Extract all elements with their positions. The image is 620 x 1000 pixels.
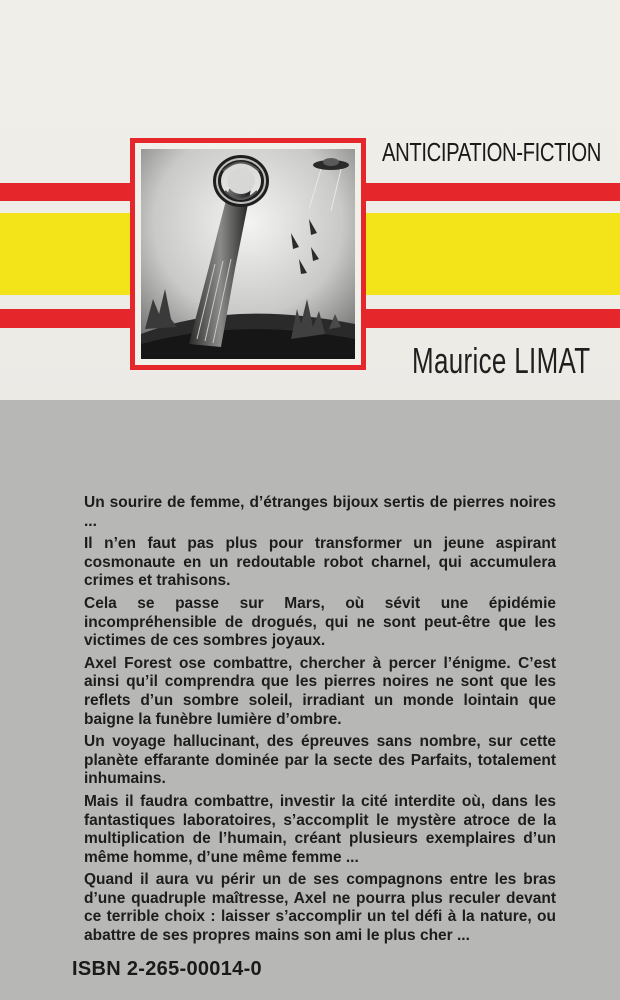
cover-illustration-mat	[135, 143, 361, 365]
blurb-paragraph: Cela se passe sur Mars, où sévit une épidémie incompréhensible de drogués, qui ne sont peut-être que les victimes de ces sombres joyaux.	[84, 594, 556, 650]
series-title: ANTICIPATION-FICTION	[382, 137, 602, 167]
cover-illustration	[141, 149, 355, 359]
cover-illustration-frame	[130, 138, 366, 370]
isbn: ISBN 2-265-00014-0	[72, 958, 262, 980]
author-name: Maurice LIMAT	[412, 340, 591, 381]
blurb-text	[84, 494, 556, 950]
blurb-paragraph: Axel Forest ose combattre, chercher à percer l’énigme. C’est ainsi qu’il comprendra que les pierres noires ne sont que les reflets d’un sombre soleil, irradiant un monde lointain que baigne la funèbre lumière d’ombre.	[84, 654, 556, 728]
blurb-paragraph: Un voyage hallucinant, des épreuves sans nombre, sur cette planète effarante dominée par la secte des Parfaits, totalement inhumains.	[84, 733, 556, 788]
blurb-paragraph: Un sourire de femme, d’étranges bijoux sertis de pierres noires ...	[84, 494, 556, 530]
blurb-paragraph: Quand il aura vu périr un de ses compagnons entre les bras d’une quadruple maîtresse, Axel ne pourra plus reculer devant ce terrible choix : laisser s’accomplir un tel défi à la nature, ou abattre de ses propres mains son ami le plus cher ...	[84, 871, 556, 945]
blurb-paragraph: Il n’en faut pas plus pour transformer un jeune aspirant cosmonaute en un redoutable robot charnel, qui accumulera crimes et trahisons.	[84, 535, 556, 590]
blurb-paragraph: Mais il faudra combattre, investir la cité interdite où, dans les fantastiques laboratoires, s’accomplit le mystère atroce de la multiplication de l’humain, créant plusieurs exemplaires d’un même homme, d’une même femme ...	[84, 792, 556, 866]
